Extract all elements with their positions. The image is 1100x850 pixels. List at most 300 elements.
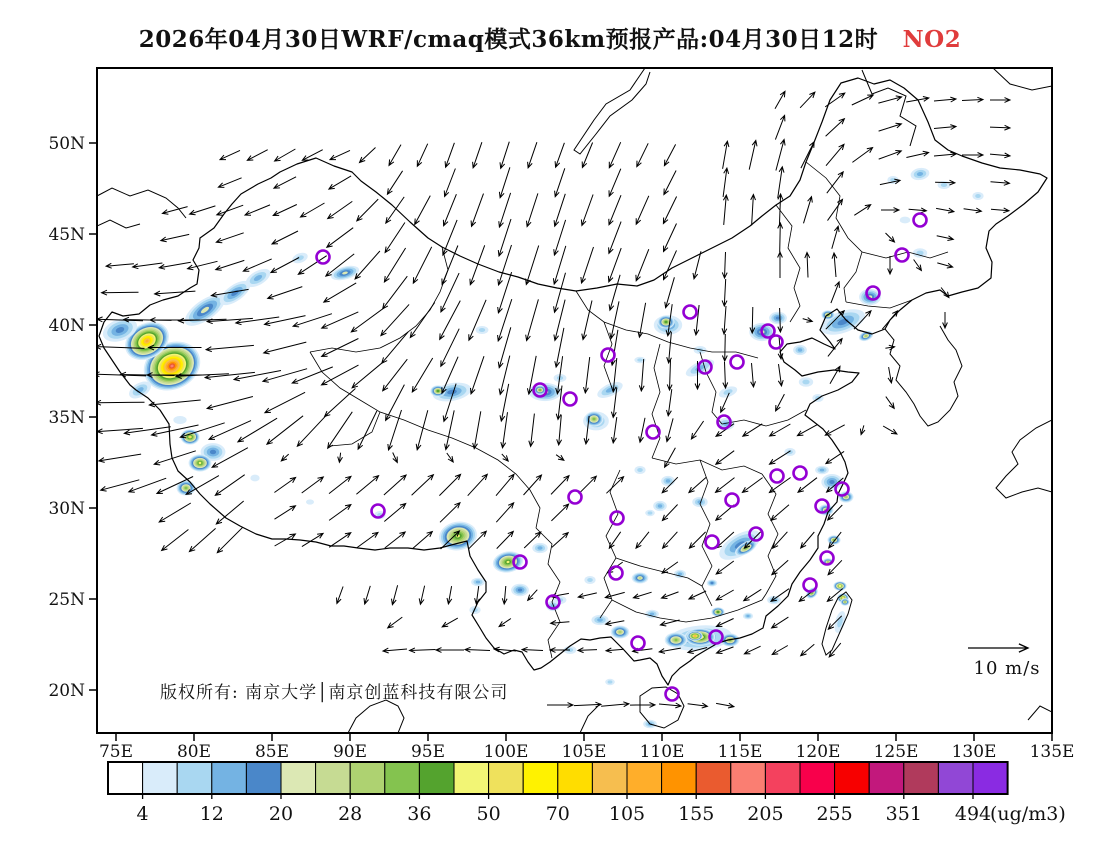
wind-arrow: [826, 144, 844, 165]
wind-arrow: [778, 252, 783, 278]
contour-blob: [537, 546, 542, 549]
wind-arrow: [473, 142, 482, 168]
colorbar-cell: [731, 762, 766, 794]
wind-arrow: [574, 702, 601, 707]
wind-arrow: [879, 151, 902, 160]
lon-tick-label: 110E: [639, 742, 685, 762]
wind-arrow: [413, 532, 433, 549]
wind-arrow: [281, 454, 288, 461]
contour-blob: [173, 416, 186, 424]
colorbar-cell: [662, 762, 697, 794]
wind-arrow: [328, 412, 353, 448]
colorbar-tick-label: 20: [268, 803, 294, 825]
wind-arrow: [664, 250, 677, 279]
wind-arrow: [831, 282, 840, 303]
wind-arrow: [776, 394, 785, 411]
wind-arrow: [357, 532, 378, 547]
wind-arrow: [412, 358, 432, 392]
wind-arrow: [385, 532, 405, 548]
wind-arrow: [716, 561, 734, 574]
wind-arrow: [524, 475, 542, 495]
wind-arrow: [498, 299, 512, 341]
wind-arrow: [552, 533, 568, 548]
contour-blob: [437, 390, 440, 392]
contour-blob: [518, 588, 522, 591]
contour-blob: [608, 680, 613, 683]
wind-arrow: [322, 365, 359, 385]
map-frame: [97, 68, 1052, 733]
contour-blob: [587, 578, 593, 582]
wind-arrow: [471, 356, 485, 394]
wind-arrow: [388, 410, 402, 450]
colorbar-tick-label: 155: [678, 803, 715, 825]
wind-arrow: [473, 411, 481, 448]
wind-arrow: [832, 226, 839, 249]
wind-arrow: [936, 208, 954, 213]
wind-arrow: [325, 389, 356, 417]
colorbar-cell: [938, 762, 973, 794]
station-marker: [726, 494, 739, 507]
province-boundary-path: [380, 412, 540, 528]
wind-arrow: [384, 475, 406, 495]
wind-arrow: [499, 167, 510, 197]
wind-arrow: [388, 617, 403, 628]
wind-arrow: [382, 332, 408, 363]
contour-blob: [479, 328, 485, 332]
wind-arrow: [665, 448, 676, 467]
wind-arrow: [778, 223, 783, 252]
wind-arrow: [292, 367, 333, 383]
wind-arrow: [386, 385, 405, 421]
colorbar-cell: [973, 762, 1008, 794]
wind-arrow: [554, 194, 565, 226]
wind-arrow: [825, 425, 844, 435]
wind-arrow: [770, 451, 791, 464]
wind-arrow: [750, 307, 755, 333]
wind-arrow: [439, 474, 460, 495]
wind-arrow: [832, 253, 837, 277]
colorbar-cell: [869, 762, 904, 794]
wind-arrow: [465, 647, 490, 652]
wind-arrow: [441, 273, 459, 312]
wind-arrow: [328, 201, 353, 218]
wind-arrow: [302, 533, 323, 546]
wind-arrow: [526, 246, 539, 285]
wind-arrow: [410, 648, 436, 653]
wind-arrow: [826, 451, 844, 463]
wind-arrow: [716, 478, 735, 493]
colorbar-tick-label: 351: [885, 803, 922, 825]
wind-arrow: [801, 644, 815, 655]
colorbar-cell: [350, 762, 385, 794]
wind-arrow: [688, 703, 708, 708]
contour-blob: [675, 639, 678, 641]
station-marker: [610, 567, 623, 580]
wind-arrow: [264, 342, 307, 354]
station-marker: [731, 356, 744, 369]
wind-arrow: [410, 303, 434, 338]
contour-blob: [844, 601, 847, 603]
lon-tick-label: 125E: [873, 742, 919, 762]
contour-blob: [666, 479, 671, 482]
wind-arrow: [805, 253, 810, 278]
wind-arrow: [386, 197, 404, 223]
wind-arrow: [934, 125, 956, 130]
wind-arrow: [801, 142, 814, 168]
station-marker: [564, 393, 577, 406]
species-label: NO2: [902, 26, 962, 53]
wind-arrow: [854, 205, 870, 216]
wind-arrow: [220, 150, 240, 159]
wind-arrow: [636, 532, 649, 548]
wind-arrow: [301, 203, 325, 217]
wind-arrow: [659, 648, 681, 653]
contour-blob: [798, 348, 803, 351]
colorbar-tick-label: 255: [816, 803, 853, 825]
wind-arrow: [555, 168, 565, 196]
colorbar-cell: [558, 762, 593, 794]
wind-arrow: [436, 648, 464, 653]
contour-blob: [820, 469, 825, 472]
wind-arrow: [630, 703, 655, 708]
colorbar-cell: [800, 762, 835, 794]
wind-arrow: [274, 177, 296, 188]
wind-arrow: [218, 178, 241, 188]
coastline-path: [993, 68, 1052, 90]
colorbar-tick-label: 494: [954, 803, 992, 825]
colorbar-tick-label: 12: [199, 803, 224, 825]
wind-arrow: [275, 149, 296, 161]
wind-arrow: [609, 195, 621, 225]
wind-arrow: [329, 533, 351, 548]
wind-arrow: [267, 416, 303, 444]
wind-arrow: [886, 233, 895, 242]
wind-arrow: [529, 414, 535, 447]
wind-arrow: [412, 475, 434, 496]
station-marker: [684, 306, 697, 319]
wind-arrow: [155, 291, 196, 296]
wind-arrow: [159, 262, 191, 269]
station-marker: [794, 467, 807, 480]
wind-arrow: [162, 530, 189, 551]
wind-arrow: [327, 228, 353, 248]
wind-arrow: [751, 195, 756, 226]
contour-blob: [650, 613, 655, 616]
contour-blob: [717, 611, 720, 613]
wind-arrow: [826, 119, 845, 137]
wind-arrow: [878, 96, 901, 103]
wind-arrow: [99, 454, 141, 462]
province-boundary-path: [310, 352, 380, 446]
colorbar-cell: [108, 762, 143, 794]
wind-arrow: [601, 702, 629, 707]
coastline-path: [1028, 706, 1052, 720]
wind-arrow: [582, 301, 592, 340]
colorbar-cell: [419, 762, 454, 794]
wind-arrow: [96, 400, 145, 405]
wind-arrow: [825, 93, 845, 107]
wind-arrow: [471, 194, 483, 227]
wind-arrow: [205, 372, 255, 379]
wind-arrow: [357, 199, 378, 221]
wind-arrow: [499, 193, 511, 227]
wind-arrow: [329, 176, 351, 189]
wind-arrow: [469, 300, 486, 340]
station-marker: [632, 637, 645, 650]
wind-arrow: [102, 290, 139, 295]
contour-blob: [658, 504, 663, 507]
station-marker: [647, 426, 660, 439]
wind-arrow: [351, 308, 383, 332]
colorbar-cell: [316, 762, 351, 794]
wind-arrow: [943, 312, 948, 328]
wind-arrow: [443, 194, 456, 226]
wind-reference-label: 10 m/s: [973, 658, 1041, 679]
wind-arrow: [337, 587, 344, 604]
wind-arrow: [636, 196, 649, 224]
wind-arrow: [660, 620, 679, 626]
wind-arrow: [860, 425, 865, 434]
contour-blob: [637, 358, 643, 361]
wind-arrow: [775, 91, 785, 108]
wind-arrow: [829, 643, 841, 657]
colorbar-tick-label: 36: [407, 803, 432, 825]
wind-arrow: [941, 288, 949, 298]
contour-blob: [597, 618, 603, 621]
wind-arrow: [494, 647, 516, 652]
wind-arrow: [749, 140, 757, 169]
wind-arrow: [606, 477, 623, 494]
province-boundary-path: [616, 558, 702, 586]
contour-blob: [648, 511, 653, 514]
lon-tick-label: 105E: [561, 742, 607, 762]
contour-blob: [711, 582, 714, 584]
wind-arrow: [216, 260, 245, 270]
wind-arrow: [801, 532, 815, 548]
wind-arrow: [883, 426, 897, 434]
wind-arrow: [778, 194, 783, 226]
wind-arrow: [689, 477, 706, 492]
wind-arrow: [392, 585, 398, 604]
contour-blob: [639, 577, 642, 579]
coastline-path: [97, 188, 186, 218]
wind-arrow: [247, 150, 267, 161]
colorbar-tick-label: 28: [338, 803, 363, 825]
wind-arrow: [381, 304, 409, 335]
contour-blob: [199, 462, 202, 464]
wind-arrow: [633, 592, 651, 598]
lat-tick-label: 35N: [48, 408, 85, 428]
wind-arrow: [689, 532, 705, 548]
lat-tick-label: 25N: [48, 590, 85, 610]
wind-arrow: [497, 531, 514, 548]
colorbar-cell: [489, 762, 524, 794]
wind-arrow: [578, 593, 597, 598]
wind-arrow: [384, 504, 405, 522]
wind-arrow: [584, 357, 590, 393]
wind-arrow: [990, 153, 1010, 158]
station-marker: [317, 251, 330, 264]
province-boundary-path: [310, 247, 448, 352]
coastline-path: [885, 326, 962, 426]
wind-arrow: [612, 417, 617, 443]
wind-arrow: [133, 263, 163, 269]
wind-arrow: [991, 180, 1010, 185]
wind-arrow: [385, 223, 405, 253]
wind-arrow: [606, 621, 625, 626]
wind-arrow: [274, 478, 295, 493]
wind-arrow: [934, 97, 956, 102]
wind-arrow: [215, 475, 244, 496]
wind-arrow: [716, 619, 733, 627]
lon-tick-label: 100E: [483, 742, 529, 762]
colorbar-cell: [246, 762, 281, 794]
contour-blob: [829, 480, 834, 484]
colorbar-unit-label: (ug/m3): [990, 803, 1066, 825]
wind-arrow: [502, 586, 507, 604]
wind-arrow: [360, 148, 376, 163]
wind-arrow: [882, 311, 897, 329]
wind-arrow: [149, 400, 200, 407]
station-marker: [770, 336, 783, 349]
wind-arrow: [609, 169, 621, 197]
wind-arrow: [636, 249, 649, 281]
wind-arrow: [771, 505, 789, 521]
wind-arrow: [722, 279, 727, 306]
wind-arrow: [934, 152, 956, 157]
wind-arrow: [129, 478, 166, 492]
contour-blob: [210, 450, 216, 454]
wind-arrow: [245, 205, 270, 215]
province-boundary-path: [652, 344, 660, 458]
wind-arrow: [416, 410, 428, 450]
wind-arrow: [415, 196, 431, 225]
wind-arrow: [470, 245, 485, 284]
colorbar: [108, 762, 1066, 825]
wind-arrow: [322, 312, 359, 328]
colorbar-cell: [523, 762, 558, 794]
wind-arrow: [502, 454, 508, 461]
wind-arrow: [743, 424, 762, 436]
lon-tick-label: 95E: [410, 742, 446, 762]
wind-arrow: [606, 648, 624, 653]
colorbar-tick-label: 70: [545, 803, 570, 825]
wind-arrow: [722, 306, 727, 334]
colorbar-cell: [281, 762, 316, 794]
contour-blob: [593, 418, 596, 420]
wind-arrow: [744, 589, 762, 600]
wind-arrow: [557, 415, 562, 445]
wind-arrow: [770, 424, 791, 436]
wind-arrow: [665, 277, 675, 307]
contour-blob: [189, 436, 192, 438]
wind-arrow: [330, 150, 350, 159]
coastline-path: [580, 704, 600, 733]
wind-arrow: [937, 263, 952, 268]
wind-arrow: [383, 648, 407, 653]
colorbar-cell: [835, 762, 870, 794]
wind-arrow: [775, 115, 785, 139]
contour-blob: [941, 183, 947, 187]
wind-arrow: [964, 208, 982, 213]
wind-arrow: [772, 646, 788, 655]
wind-arrow: [990, 98, 1010, 103]
wind-arrow: [329, 505, 351, 521]
contour-blob: [539, 389, 542, 391]
wind-arrow: [189, 528, 215, 551]
wind-arrow: [272, 231, 298, 244]
wind-arrow: [322, 339, 359, 357]
wind-arrow: [265, 392, 305, 412]
contour-blob: [746, 615, 749, 617]
wind-arrow: [717, 647, 734, 654]
colorbar-cell: [143, 762, 178, 794]
colorbar-cell: [627, 762, 662, 794]
wind-arrow: [803, 318, 813, 323]
wind-arrow: [751, 363, 756, 387]
wind-arrow: [609, 532, 620, 548]
colorbar-tick-label: 105: [608, 803, 646, 825]
wind-arrow: [609, 222, 622, 254]
wind-arrow: [662, 592, 679, 599]
contour-blob: [900, 217, 911, 224]
lon-tick-label: 85E: [254, 742, 290, 762]
station-marker: [666, 688, 679, 701]
station-marker: [914, 214, 927, 227]
wind-arrow: [440, 503, 460, 523]
wind-arrow: [663, 532, 678, 548]
wind-arrow: [356, 476, 378, 495]
wind-arrow: [664, 171, 676, 195]
wind-arrow: [236, 317, 279, 325]
lat-tick-label: 30N: [48, 499, 85, 519]
wind-arrow: [324, 283, 356, 302]
wind-arrow: [447, 453, 453, 462]
wind-arrow: [797, 424, 817, 435]
wind-arrow: [500, 142, 509, 169]
wind-arrow: [468, 474, 488, 495]
contour-blob: [802, 380, 809, 385]
wind-arrow: [547, 703, 573, 708]
contour-blob: [637, 468, 643, 472]
coastline-path: [996, 420, 1052, 498]
wind-arrow: [268, 287, 303, 299]
wind-arrow: [776, 140, 785, 171]
wind-arrow: [444, 169, 455, 197]
wind-arrow: [881, 208, 899, 213]
wind-arrow: [97, 428, 143, 433]
wind-arrow: [885, 345, 894, 350]
wind-arrow: [667, 389, 672, 416]
contour-blob: [694, 635, 697, 637]
coastline-path: [348, 700, 404, 733]
wind-arrow: [355, 251, 380, 279]
wind-arrow: [991, 208, 1009, 213]
wind-arrow: [906, 151, 928, 157]
wind-arrow: [302, 477, 324, 493]
province-boundary-path: [722, 410, 806, 426]
wind-arrow: [527, 193, 538, 226]
contour-blob: [619, 631, 622, 633]
wind-arrow: [579, 476, 597, 494]
wind-arrow: [338, 453, 343, 463]
contour-blob: [250, 475, 259, 482]
wind-arrow: [879, 123, 902, 131]
contour-blob: [839, 585, 842, 587]
wind-arrow: [234, 371, 281, 381]
wind-arrow: [772, 617, 789, 628]
wind-arrow: [852, 148, 872, 163]
